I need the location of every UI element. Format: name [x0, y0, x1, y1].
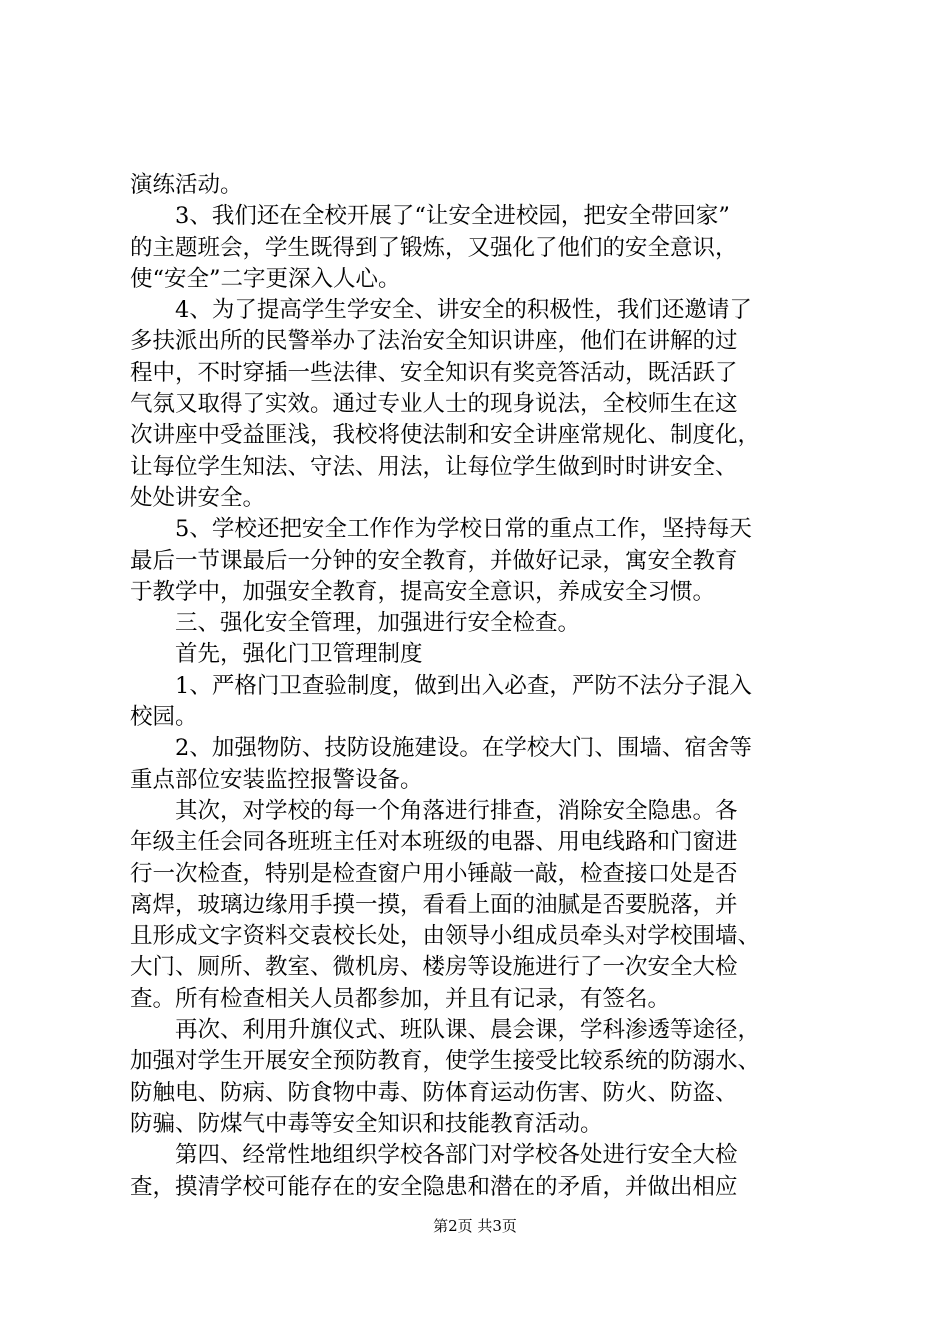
text-line: 首先，强化门卫管理制度 [175, 641, 423, 668]
text-line: 防骗、防煤气中毒等安全知识和技能教育活动。 [130, 1110, 603, 1137]
text-line: 演练活动。 [130, 172, 243, 198]
text-line: 再次、利用升旗仪式、班队课、晨会课，学科渗透等途径， [175, 1017, 761, 1044]
text-line: 其次，对学校的每一个角落进行排查，消除安全隐患。各 [175, 797, 738, 824]
text-line: 5、学校还把安全工作作为学校日常的重点工作，坚持每天 [175, 516, 752, 543]
text-line: 防触电、防病、防食物中毒、防体育运动伤害、防火、防盗、 [130, 1079, 738, 1106]
text-line: 校园。 [130, 704, 198, 731]
text-line: 让每位学生知法、守法、用法，让每位学生做到时时讲安全、 [130, 453, 738, 480]
text-line: 的主题班会，学生既得到了锻炼，又强化了他们的安全意识， [130, 234, 738, 261]
text-line: 多扶派出所的民警举办了法治安全知识讲座，他们在讲解的过 [130, 328, 738, 355]
text-line: 离焊，玻璃边缘用手摸一摸，看看上面的油腻是否要脱落，并 [130, 891, 738, 918]
text-line: 4、为了提高学生学安全、讲安全的积极性，我们还邀请了 [175, 297, 752, 324]
text-line: 查，摸清学校可能存在的安全隐患和潜在的矛盾，并做出相应 [130, 1173, 738, 1200]
text-line: 处处讲安全。 [130, 484, 266, 511]
text-line: 且形成文字资料交袁校长处，由领导小组成员牵头对学校围墙、 [130, 923, 761, 950]
text-line: 3、我们还在全校开展了“让安全进校园，把安全带回家” [175, 203, 730, 230]
text-line: 使“安全”二字更深入人心。 [130, 265, 401, 292]
text-line: 年级主任会同各班班主任对本班级的电器、用电线路和门窗进 [130, 829, 738, 856]
text-line: 气氛又取得了实效。通过专业人士的现身说法，全校师生在这 [130, 391, 738, 418]
text-line: 重点部位安装监控报警设备。 [130, 766, 423, 793]
text-line: 于教学中，加强安全教育，提高安全意识，养成安全习惯。 [130, 578, 716, 605]
section-heading: 三、强化安全管理，加强进行安全检查。 [175, 610, 581, 637]
text-line: 次讲座中受益匪浅，我校将使法制和安全讲座常规化、制度化， [130, 422, 761, 449]
document-body [130, 170, 830, 1203]
text-line: 2、加强物防、技防设施建设。在学校大门、围墙、宿舍等 [175, 735, 752, 762]
text-line: 第四、经常性地组织学校各部门对学校各处进行安全大检 [175, 1142, 738, 1169]
page-footer [0, 1216, 950, 1236]
text-line: 查。所有检查相关人员都参加，并且有记录，有签名。 [130, 985, 671, 1012]
text-line: 最后一节课最后一分钟的安全教育，并做好记录，寓安全教育 [130, 547, 738, 574]
text-line: 1、严格门卫查验制度，做到出入必查，严防不法分子混入 [175, 672, 752, 699]
page-number: 第2页 共3页 [433, 1217, 517, 1235]
text-line: 大门、厕所、教室、微机房、楼房等设施进行了一次安全大检 [130, 954, 738, 981]
text-line: 加强对学生开展安全预防教育，使学生接受比较系统的防溺水、 [130, 1048, 761, 1075]
text-line: 行一次检查，特别是检查窗户用小锤敲一敲，检查接口处是否 [130, 860, 738, 887]
text-line: 程中，不时穿插一些法律、安全知识有奖竞答活动，既活跃了 [130, 359, 738, 386]
